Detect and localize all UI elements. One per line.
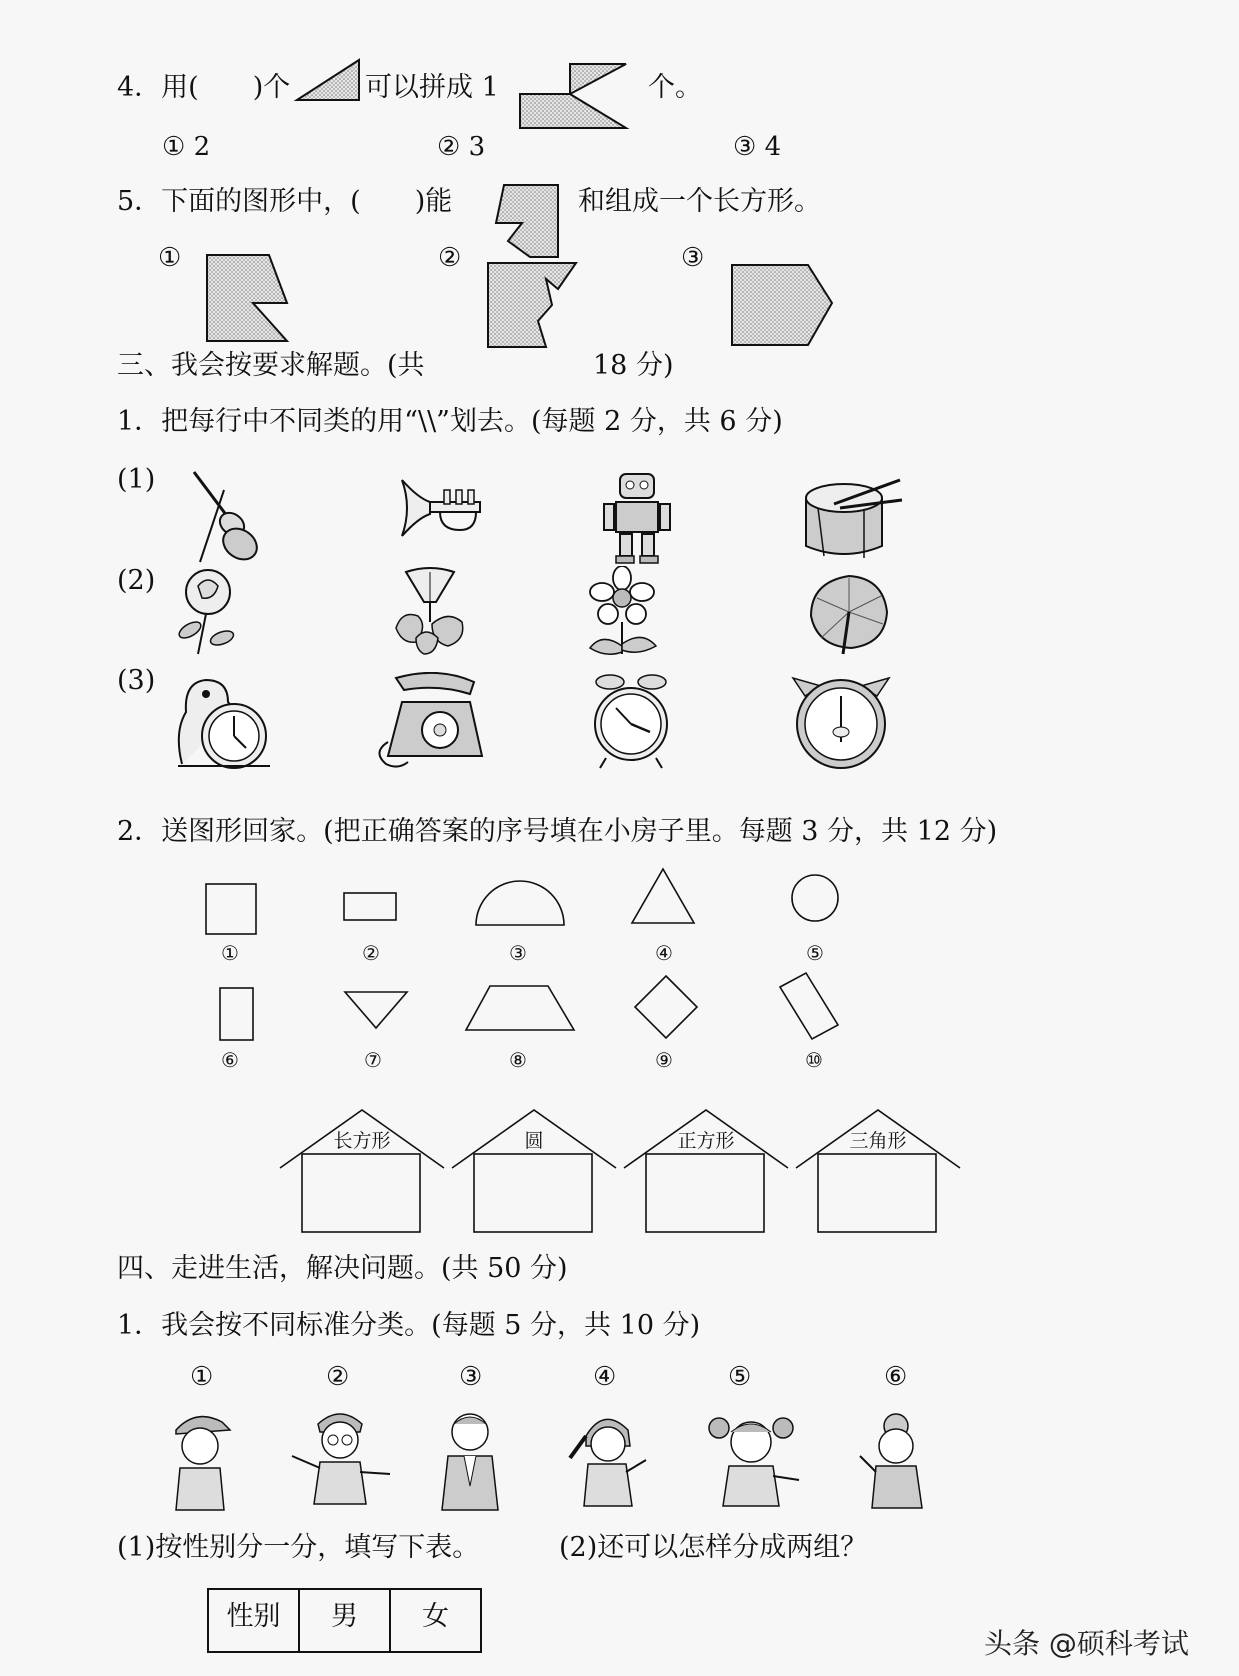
q5-option-1[interactable]: ① bbox=[158, 243, 182, 273]
shape-label-9: ⑨ bbox=[655, 1048, 673, 1072]
drum-icon[interactable] bbox=[804, 476, 904, 561]
q4-text-c: 个。 bbox=[648, 72, 702, 103]
house-label-triangle: 三角形 bbox=[849, 1130, 907, 1152]
shape-label-4: ④ bbox=[655, 941, 673, 965]
shape-triangle-icon bbox=[630, 867, 696, 925]
pig-clock-icon[interactable] bbox=[791, 676, 891, 770]
boy-cap-icon[interactable] bbox=[166, 1406, 232, 1512]
table-header-female[interactable]: 女 bbox=[390, 1589, 481, 1652]
section3-title-a: 三、我会按要求解题。(共 bbox=[117, 350, 425, 381]
row-label-1: (1) bbox=[117, 464, 156, 495]
shape-circle-icon bbox=[790, 873, 840, 923]
person-label-5: ⑤ bbox=[728, 1362, 752, 1392]
grandma-icon[interactable] bbox=[856, 1406, 930, 1512]
snail-clock-icon[interactable] bbox=[176, 672, 272, 772]
house-circle[interactable] bbox=[450, 1108, 618, 1234]
shape-label-8: ⑧ bbox=[509, 1048, 527, 1072]
row-label-2: (2) bbox=[117, 565, 156, 596]
section4-sub2: (2)还可以怎样分成两组？ bbox=[559, 1532, 868, 1563]
house-label-square: 正方形 bbox=[677, 1130, 735, 1152]
person-label-4: ④ bbox=[593, 1362, 617, 1392]
person-label-1: ① bbox=[190, 1362, 214, 1392]
q5-shape-1-icon bbox=[205, 253, 289, 345]
shape-label-6: ⑥ bbox=[221, 1048, 239, 1072]
shape-inverted-triangle-icon bbox=[343, 990, 409, 1030]
shape-label-10: ⑩ bbox=[805, 1048, 823, 1072]
girl-buns-icon[interactable] bbox=[703, 1406, 803, 1512]
girl-pigtail-icon[interactable] bbox=[566, 1406, 650, 1512]
shape-semicircle-icon bbox=[474, 879, 566, 927]
house-square[interactable] bbox=[622, 1108, 790, 1234]
alarm-clock-icon[interactable] bbox=[588, 672, 674, 772]
telephone-icon[interactable] bbox=[378, 672, 488, 768]
table-header-gender: 性别 bbox=[208, 1589, 299, 1652]
triangle-piece-icon bbox=[295, 58, 365, 102]
robot-icon[interactable] bbox=[602, 470, 672, 565]
q5-text-a: 5．下面的图形中，( )能 bbox=[117, 186, 453, 217]
person-label-2: ② bbox=[326, 1362, 350, 1392]
gender-table bbox=[207, 1588, 482, 1653]
section3-title-b: 18 分) bbox=[593, 350, 674, 381]
shape-label-5: ⑤ bbox=[806, 941, 824, 965]
shape-tilted-rectangle-icon bbox=[778, 971, 840, 1041]
house-rectangle[interactable] bbox=[278, 1108, 446, 1234]
shape-label-7: ⑦ bbox=[364, 1048, 382, 1072]
q4-text-a: 4．用( )个 bbox=[117, 72, 291, 103]
shape-rectangle-icon bbox=[343, 892, 399, 922]
q4-text-b: 可以拼成 1 bbox=[365, 72, 499, 103]
morning-glory-icon[interactable] bbox=[392, 566, 468, 656]
section3-q2: 2．送图形回家。(把正确答案的序号填在小房子里。每题 3 分，共 12 分) bbox=[117, 816, 998, 847]
q5-shape-2-icon bbox=[486, 261, 578, 349]
table-header-male[interactable]: 男 bbox=[299, 1589, 390, 1652]
violin-icon[interactable] bbox=[180, 470, 260, 565]
shape-tall-rectangle-icon bbox=[219, 987, 255, 1043]
section4-sub1: (1)按性别分一分，填写下表。 bbox=[117, 1532, 480, 1563]
q5-shape-3-icon bbox=[730, 263, 834, 347]
q5-option-3[interactable]: ③ bbox=[681, 243, 705, 273]
q4-option-1[interactable]: ① 2 bbox=[162, 132, 211, 162]
q5-text-b: 和组成一个长方形。 bbox=[578, 186, 821, 217]
shape-trapezoid-icon bbox=[464, 984, 576, 1032]
house-label-circle: 圆 bbox=[524, 1130, 544, 1152]
boy-glasses-icon[interactable] bbox=[288, 1404, 394, 1510]
section4-title: 四、走进生活，解决问题。(共 50 分) bbox=[117, 1253, 568, 1284]
row-label-3: (3) bbox=[117, 665, 156, 696]
person-label-6: ⑥ bbox=[884, 1362, 908, 1392]
house-triangle[interactable] bbox=[794, 1108, 962, 1234]
q4-option-2[interactable]: ② 3 bbox=[437, 132, 486, 162]
house-label-rectangle: 长方形 bbox=[333, 1130, 391, 1152]
daisy-icon[interactable] bbox=[586, 566, 658, 656]
lotus-leaf-icon[interactable] bbox=[807, 572, 891, 656]
shape-diamond-icon bbox=[633, 974, 699, 1040]
section3-q1: 1．把每行中不同类的用“\\”划去。(每题 2 分，共 6 分) bbox=[117, 406, 783, 437]
watermark: 头条 @硕科考试 bbox=[984, 1627, 1189, 1660]
section4-q1: 1．我会按不同标准分类。(每题 5 分，共 10 分) bbox=[117, 1310, 701, 1341]
notched-piece-icon bbox=[494, 183, 560, 259]
q4-option-3[interactable]: ③ 4 bbox=[733, 132, 782, 162]
shape-square-icon bbox=[205, 883, 259, 937]
shape-label-2: ② bbox=[362, 941, 380, 965]
trumpet-icon[interactable] bbox=[400, 478, 485, 543]
grandpa-icon[interactable] bbox=[430, 1406, 510, 1512]
q5-option-2[interactable]: ② bbox=[438, 243, 462, 273]
combined-shape-icon bbox=[518, 62, 630, 130]
rose-icon[interactable] bbox=[176, 566, 244, 656]
shape-label-3: ③ bbox=[509, 941, 527, 965]
shape-label-1: ① bbox=[221, 941, 239, 965]
person-label-3: ③ bbox=[459, 1362, 483, 1392]
